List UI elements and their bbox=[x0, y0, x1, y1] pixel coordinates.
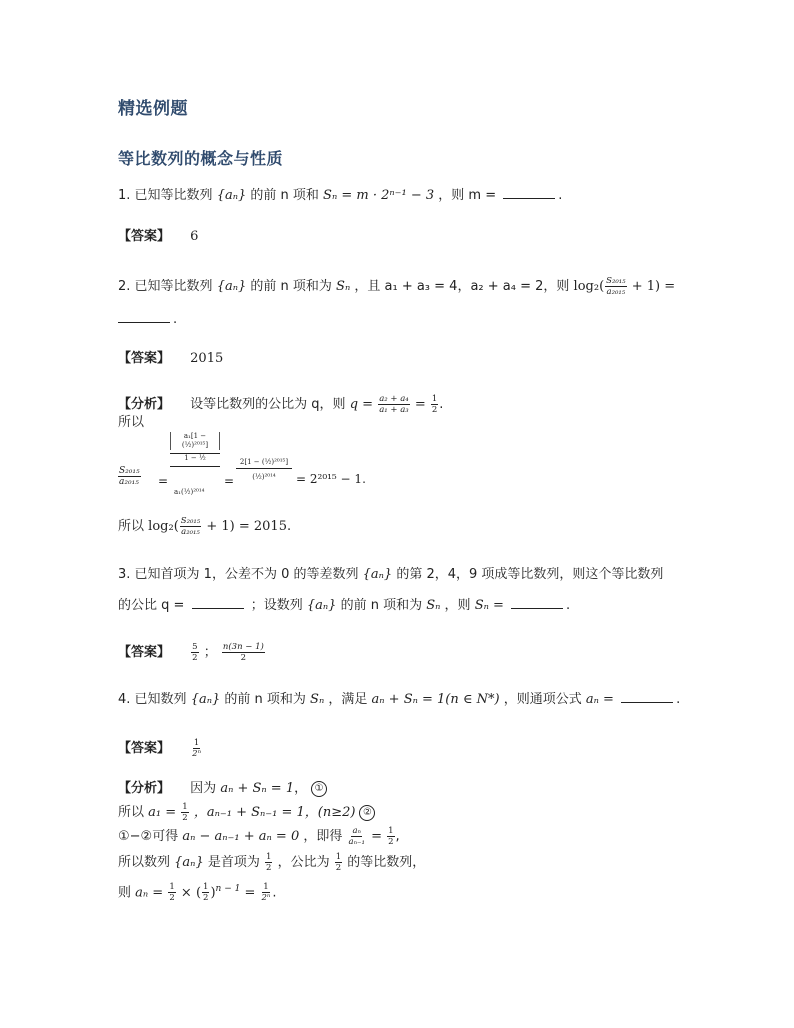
analysis-4-line-4 bbox=[118, 852, 425, 873]
answer-blank[interactable] bbox=[192, 596, 244, 609]
q3-seq-2: {aₙ} bbox=[306, 598, 337, 613]
answer-fraction-2: $\frac{n(3n - 1)}{2}$ bbox=[222, 642, 264, 663]
q4-an-eq: aₙ = bbox=[585, 692, 614, 707]
conclusion-log: log₂ bbox=[148, 519, 174, 534]
a4-l4c: ，公比为 bbox=[277, 855, 330, 870]
q2-sn: Sₙ bbox=[336, 279, 351, 294]
answer-tag: 【答案】 bbox=[118, 741, 171, 756]
q1-mid: 的前 n 项和 bbox=[250, 188, 319, 203]
question-2: 2. 已知等比数列 {aₙ} 的前 n 项和为 Sₙ ，且 a₁ + a₃ = 4，a₂ + a₄ = 2，则 log₂( $\frac{\text{S₂₀₁₅}}{\text{a₂₀₁₅}}$ + 1) = bbox=[118, 276, 676, 297]
a4-l4b: 是首项为 bbox=[207, 855, 260, 870]
analysis-4-line-2 bbox=[118, 802, 375, 823]
q2-prefix: 2. 已知等比数列 bbox=[118, 279, 213, 294]
a4-l4a: 所以数列 bbox=[118, 855, 171, 870]
q4-suffix: ，则通项公式 bbox=[503, 692, 582, 707]
circle-two-icon: ② bbox=[359, 805, 375, 821]
q4-sn: Sₙ bbox=[310, 692, 325, 707]
answer-3 bbox=[118, 642, 266, 663]
a4-l5b: aₙ = bbox=[135, 885, 164, 901]
answer-separator: ； bbox=[203, 645, 217, 660]
q3-line2d: ，则 bbox=[444, 598, 471, 613]
q2-log: log₂ bbox=[573, 279, 600, 294]
a4-seq: {aₙ} bbox=[174, 855, 204, 870]
q3-sn-eq: Sₙ = bbox=[474, 598, 504, 613]
q4-seq: {aₙ} bbox=[190, 692, 221, 707]
answer-4 bbox=[118, 738, 203, 759]
q3-line1b: 的第 2，4，9 项成等比数列，则这个等比数列 bbox=[396, 567, 664, 582]
q3-seq: {aₙ} bbox=[362, 567, 393, 582]
q2-end: . bbox=[173, 312, 178, 327]
q1-prefix: 1. 已知等比数列 bbox=[118, 188, 213, 203]
ratio-fraction: $\frac{\text{aₙ}}{\text{aₙ₋₁}}$ bbox=[348, 826, 365, 847]
a4-l2c: ，aₙ₋₁ + Sₙ₋₁ = 1，(n≥2) bbox=[193, 805, 356, 820]
conclusion-fraction: $\frac{\text{S₂₀₁₅}}{\text{a₂₀₁₅}}$ bbox=[180, 516, 201, 537]
a4-l3b: aₙ − aₙ₋₁ + aₙ = 0 bbox=[182, 829, 300, 844]
question-3-line-2 bbox=[118, 596, 570, 615]
q4-cond: ，满足 bbox=[328, 692, 368, 707]
half-fraction: $\frac{1}{2}$ bbox=[335, 852, 342, 873]
question-1 bbox=[118, 186, 562, 205]
answer-tag: 【答案】 bbox=[118, 229, 171, 244]
q4-end: . bbox=[676, 692, 681, 707]
q3-line2c: 的前 n 项和为 bbox=[340, 598, 423, 613]
derivation-formula: $\frac{\text{S₂₀₁₅}}{\text{a₂₀₁₅}}$ = $\frac{\text{a₁[1 − (½)²⁰¹⁵]}}{\text{1 − ½}}$ a₁(½)²⁰¹⁴ = 2[1 − (½)²⁰¹⁵] (½)²⁰¹⁴ = 2²⁰¹⁵ − 1. bbox=[119, 432, 366, 496]
q-eq: q = bbox=[349, 397, 374, 412]
answer-fraction-1: $\frac{5}{2}$ bbox=[192, 642, 198, 663]
a4-eq: = bbox=[244, 885, 256, 901]
section-title: 精选例题 bbox=[118, 99, 188, 119]
analysis-4-line-5: 则 aₙ = $\frac{1}{2}$ × ( $\frac{1}{2}$ )$^{n - 1}$ = $\frac{1}{\text{2ⁿ}}$ . bbox=[118, 882, 277, 904]
a4-l1b: aₙ + Sₙ = 1 bbox=[220, 781, 295, 796]
q4-eq: aₙ + Sₙ = 1(n ∈ N*) bbox=[371, 692, 500, 707]
answer-fraction: $\frac{1}{\text{2ⁿ}}$ bbox=[192, 738, 202, 759]
half-fraction: $\frac{1}{2}$ bbox=[388, 826, 394, 847]
half-fraction: $\frac{1}{2}$ bbox=[203, 882, 209, 904]
q4-prefix: 4. 已知数列 bbox=[118, 692, 187, 707]
s-over-a: $\frac{\text{S₂₀₁₅}}{\text{a₂₀₁₅}}$ bbox=[119, 466, 140, 487]
sub-title: 等比数列的概念与性质 bbox=[118, 149, 284, 168]
answer-tag: 【答案】 bbox=[118, 645, 171, 660]
q3-line2a: 的公比 q = bbox=[118, 598, 185, 613]
analysis-tag: 【分析】 bbox=[118, 781, 171, 796]
a4-l2a: 所以 bbox=[118, 805, 145, 820]
answer-2 bbox=[118, 350, 223, 368]
q3-line2b: ；设数列 bbox=[250, 598, 303, 613]
q1-end: . bbox=[558, 188, 563, 203]
answer-blank[interactable] bbox=[621, 690, 673, 703]
answer-value: 6 bbox=[190, 229, 199, 244]
half-fraction: $\frac{1}{2}$ bbox=[169, 882, 175, 904]
analysis-4-line-3: ①−②可得 aₙ − aₙ₋₁ + aₙ = 0 ，即得 $\frac{\text{aₙ}}{\text{aₙ₋₁}}$ = $\frac{1}{2}$ , bbox=[118, 826, 400, 847]
question-4 bbox=[118, 690, 680, 709]
nested-denominator: a₁(½)²⁰¹⁴ bbox=[174, 488, 205, 496]
question-2-blank-line bbox=[118, 310, 177, 329]
exponent: n − 1 bbox=[215, 884, 241, 894]
q3-line1: 3. 已知首项为 1，公差不为 0 的等差数列 bbox=[118, 567, 359, 582]
analysis-4-line-1: 【分析】 因为 aₙ + Sₙ = 1， ① bbox=[118, 780, 327, 798]
nested-numerator: $\frac{\text{a₁[1 − (½)²⁰¹⁵]}}{\text{1 − ½}}$ bbox=[170, 432, 220, 463]
conclusion-value: + 1) = 2015 bbox=[206, 519, 287, 534]
answer-blank[interactable] bbox=[511, 596, 563, 609]
circle-one-icon: ① bbox=[311, 781, 327, 797]
q-fraction: $\frac{\text{a₂ + a₄}}{\text{a₁ + a₃}}$ bbox=[379, 394, 409, 415]
q1-formula: Sₙ = m · 2ⁿ⁻¹ − 3 bbox=[323, 188, 435, 203]
q-value: $\frac{1}{2}$ bbox=[431, 394, 438, 415]
half-fraction: $\frac{1}{2}$ bbox=[182, 802, 188, 823]
analysis-tag: 【分析】 bbox=[118, 397, 171, 412]
q4-mid: 的前 n 项和为 bbox=[224, 692, 306, 707]
a4-l2b: a₁ = bbox=[148, 805, 177, 820]
analysis-2-conclusion: 所以 log₂( $\frac{\text{S₂₀₁₅}}{\text{a₂₀₁₅}}$ + 1) = 2015. bbox=[118, 516, 292, 537]
q3-sn: Sₙ bbox=[426, 598, 441, 613]
q3-end: . bbox=[566, 598, 571, 613]
q1-suffix: ，则 m = bbox=[438, 188, 497, 203]
conclusion-end: . bbox=[286, 519, 292, 534]
a4-l3a: ①−②可得 bbox=[118, 829, 179, 844]
answer-value: 2015 bbox=[190, 351, 224, 366]
a4-l5a: 则 bbox=[118, 885, 132, 901]
analysis-2: 【分析】 设等比数列的公比为 q，则 q = $\frac{\text{a₂ + a₄}}{\text{a₁ + a₃}}$ = $\frac{1}{2}$ . bbox=[118, 394, 444, 415]
second-fraction: 2[1 − (½)²⁰¹⁵] (½)²⁰¹⁴ bbox=[236, 458, 292, 481]
question-3-line-1 bbox=[118, 566, 663, 584]
derivation-result: = 2²⁰¹⁵ − 1. bbox=[296, 472, 366, 486]
q2-seq: {aₙ} bbox=[216, 279, 247, 294]
q2-cond: ，且 a₁ + a₃ = 4，a₂ + a₄ = 2，则 bbox=[354, 279, 570, 294]
analysis-text: 设等比数列的公比为 q，则 bbox=[190, 397, 346, 412]
answer-blank[interactable] bbox=[503, 186, 555, 199]
so-label: 所以 bbox=[118, 415, 145, 430]
a4-l4d: 的等比数列， bbox=[347, 855, 426, 870]
conclusion-prefix: 所以 bbox=[118, 519, 145, 534]
half-fraction: $\frac{1}{2}$ bbox=[266, 852, 272, 873]
q2-mid: 的前 n 项和为 bbox=[250, 279, 332, 294]
a4-times: × bbox=[180, 885, 192, 901]
q2-log-tail: + 1) = bbox=[631, 279, 676, 294]
final-fraction: $\frac{1}{\text{2ⁿ}}$ bbox=[261, 882, 271, 904]
answer-1 bbox=[118, 228, 198, 246]
answer-tag: 【答案】 bbox=[118, 351, 171, 366]
a4-l1a: 因为 bbox=[190, 781, 217, 796]
answer-blank[interactable] bbox=[118, 310, 170, 323]
q1-seq: {aₙ} bbox=[216, 188, 247, 203]
a4-l3c: ，即得 bbox=[303, 829, 343, 844]
q2-fraction: $\frac{\text{S₂₀₁₅}}{\text{a₂₀₁₅}}$ bbox=[606, 276, 626, 297]
